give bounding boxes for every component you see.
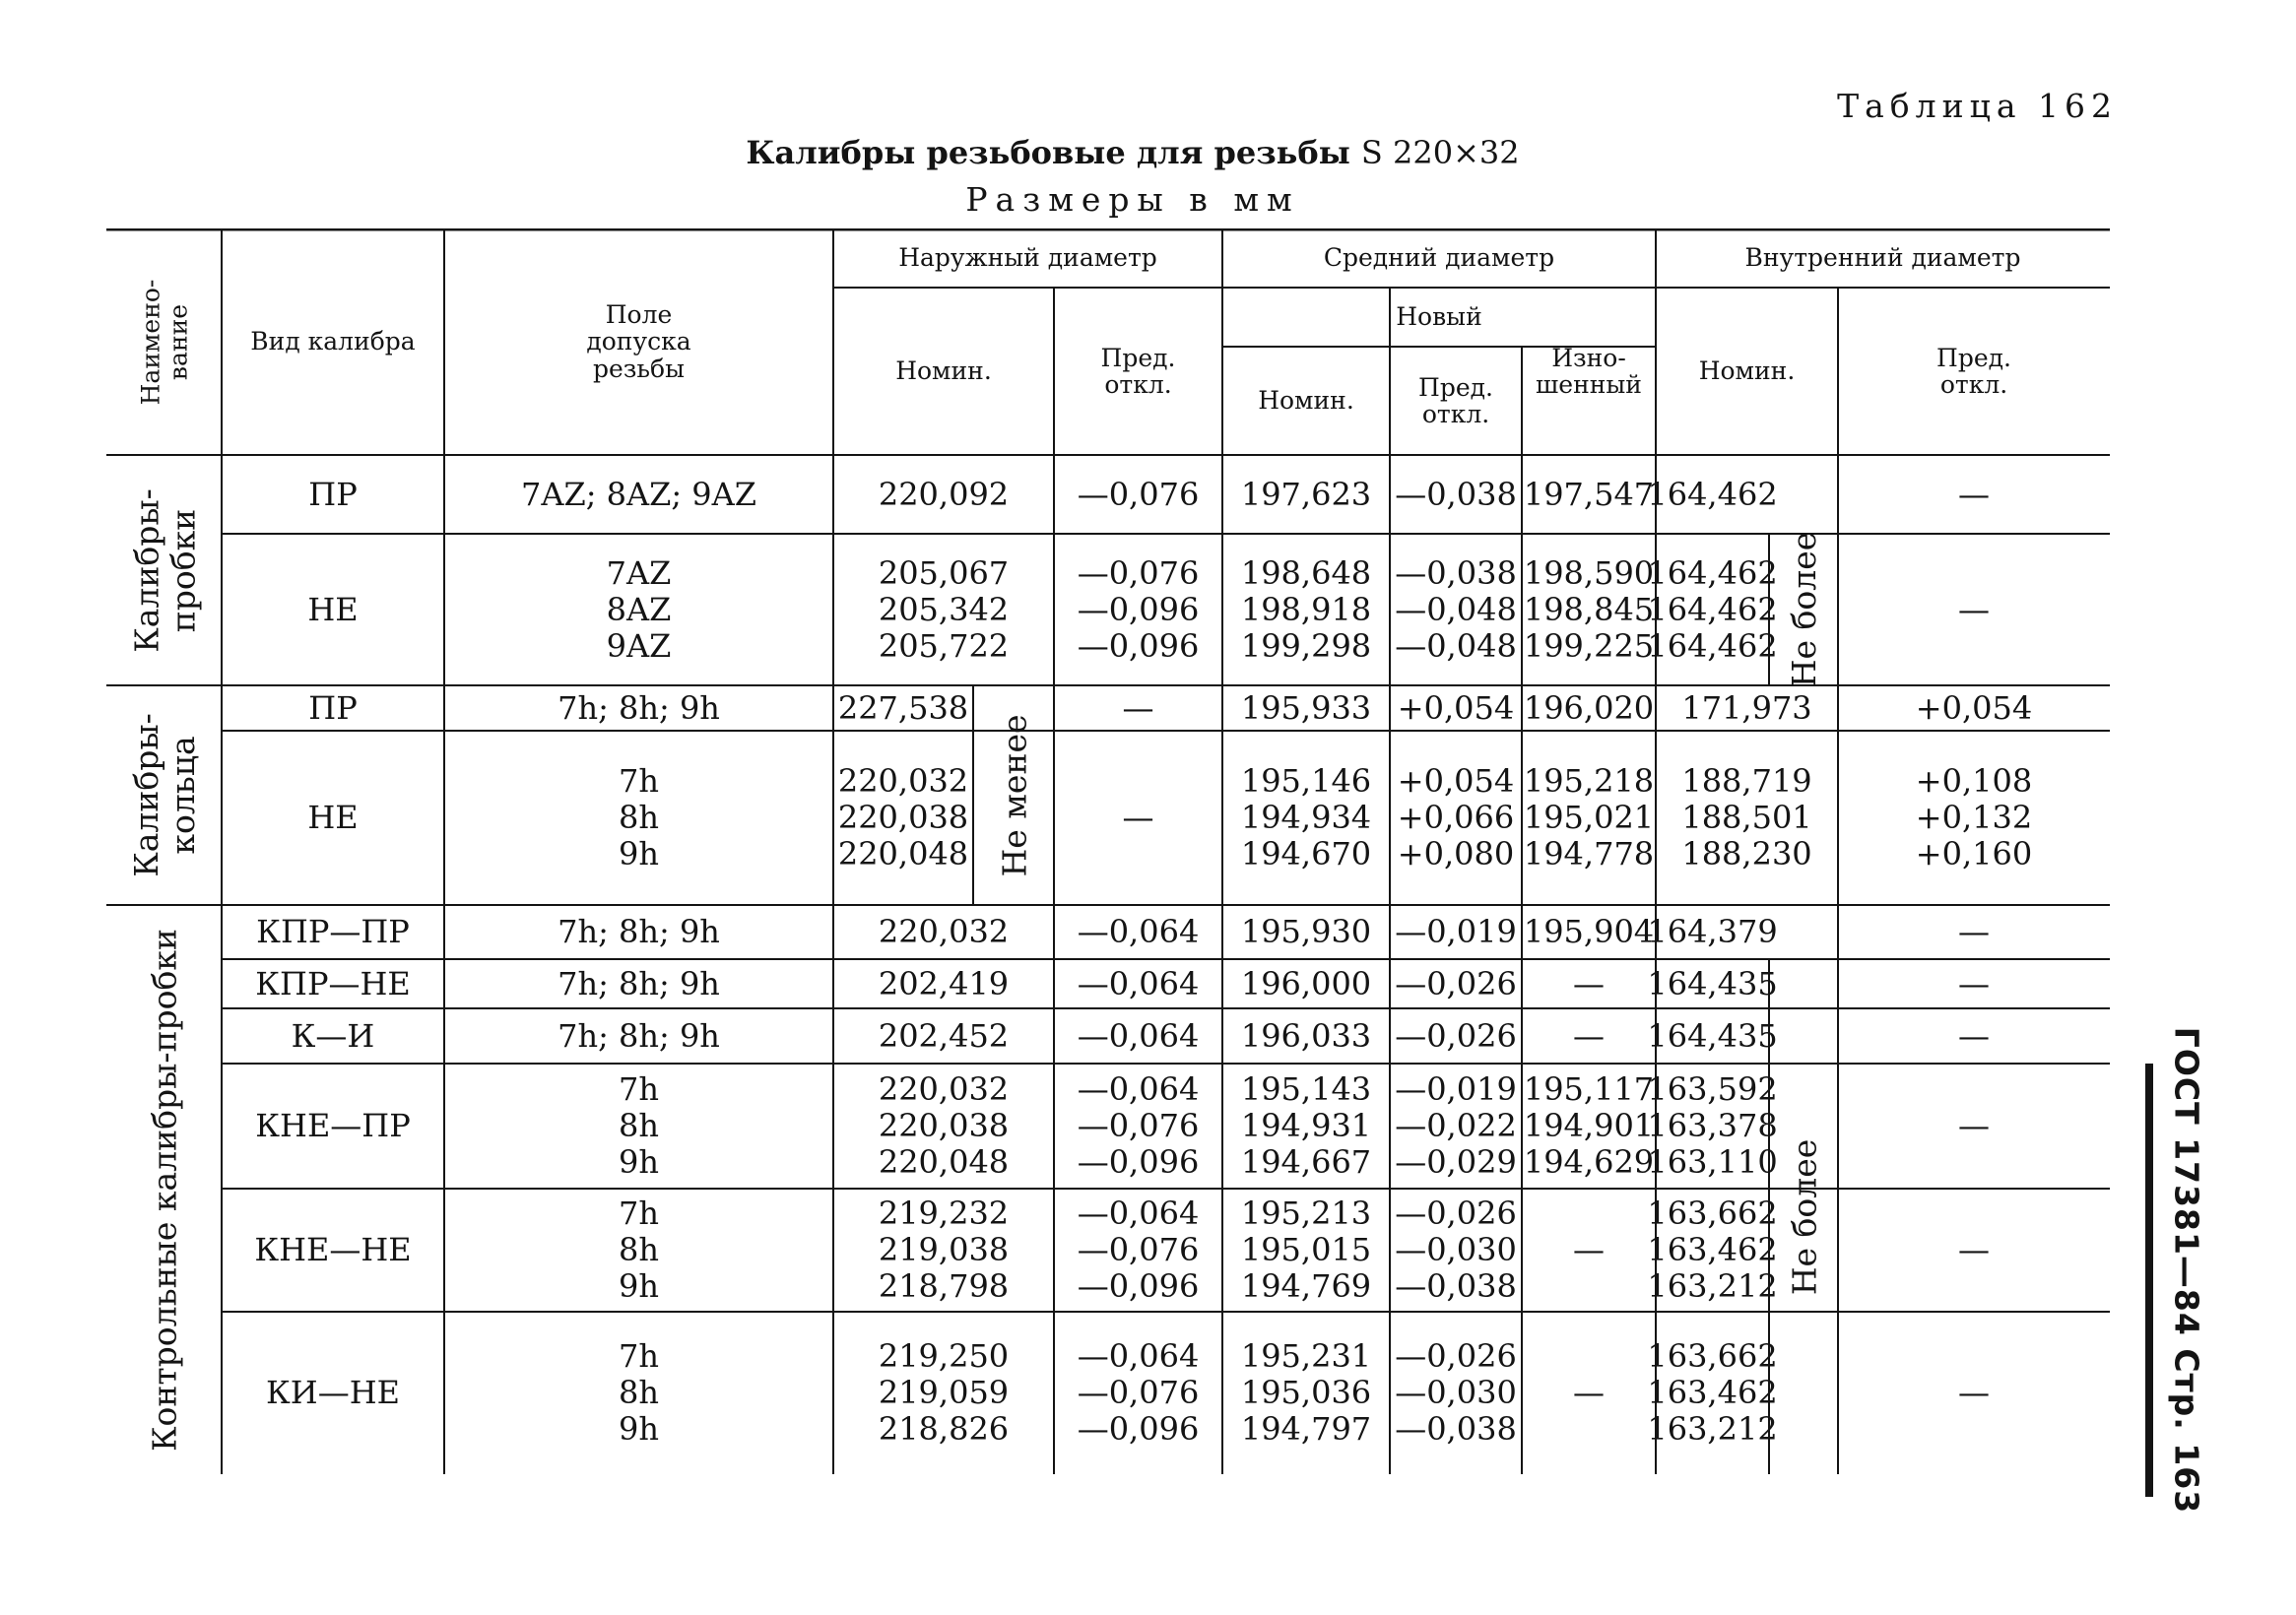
header-middle-deviation: Пред. откл. (1418, 372, 1493, 428)
group-rings: Калибры- кольца (126, 713, 202, 877)
cell-od-row-2: —0,076 —0,096 —0,096 (1077, 553, 1200, 665)
cell-on-row-6: 202,419 (878, 964, 1010, 1002)
cell-mn-row-6: 196,000 (1240, 964, 1372, 1002)
header-inner-deviation: Пред. откл. (1936, 343, 2011, 399)
cell-mn-row-7: 196,033 (1240, 1016, 1372, 1055)
cell-mw-row-7: — (1573, 1016, 1605, 1055)
side-caption-text: ГОСТ 17381—84 Стр. 163 (2167, 1026, 2206, 1515)
cell-id-row-3: +0,054 (1915, 688, 2033, 727)
cell-in-row-6: 164,435 (1647, 964, 1778, 1002)
cell-kind-row-5: КПР—ПР (256, 913, 410, 950)
header-middle-diameter: Средний диаметр (1323, 243, 1555, 273)
cell-mn-row-2: 198,648 198,918 199,298 (1240, 553, 1372, 665)
note-not-more-control: Не более (1784, 1138, 1823, 1295)
cell-md-row-6: —0,026 (1395, 964, 1517, 1002)
header-middle-nominal: Номин. (1258, 386, 1354, 416)
cell-md-row-5: —0,019 (1395, 913, 1517, 950)
table-subtitle: Размеры в мм (965, 180, 1300, 219)
cell-tol-row-10: 7h 8h 9h (619, 1337, 659, 1448)
gauge-table (106, 228, 2110, 1474)
cell-in-row-9: 163,662 163,462 163,212 (1647, 1195, 1778, 1305)
cell-mn-row-10: 195,231 195,036 194,797 (1240, 1337, 1372, 1448)
cell-md-row-1: —0,038 (1395, 475, 1517, 513)
cell-od-row-7: —0,064 (1077, 1016, 1200, 1055)
cell-in-row-7: 164,435 (1647, 1016, 1778, 1055)
table-label: Таблица 162 (1837, 87, 2118, 125)
note-not-more-plugs: Не более (1784, 531, 1823, 688)
cell-mw-row-2: 198,590 198,845 199,225 (1523, 553, 1655, 665)
cell-md-row-8: —0,019 —0,022 —0,029 (1395, 1070, 1517, 1181)
group-plugs: Калибры- пробки (126, 487, 202, 653)
cell-mn-row-3: 195,933 (1240, 688, 1372, 727)
header-outer-deviation: Пред. откл. (1100, 343, 1176, 399)
cell-kind-row-9: КНЕ—НЕ (254, 1231, 412, 1268)
cell-od-row-3: — (1122, 688, 1154, 727)
cell-tol-row-5: 7h; 8h; 9h (558, 913, 720, 950)
cell-on-row-10: 219,250 219,059 218,826 (878, 1337, 1010, 1448)
header-kind: Вид калибра (250, 327, 416, 356)
cell-id-row-4: +0,108 +0,132 +0,160 (1915, 762, 2033, 872)
cell-od-row-5: —0,064 (1077, 913, 1200, 950)
cell-mw-row-9: — (1573, 1231, 1605, 1268)
cell-mw-row-8: 195,117 194,901 194,629 (1523, 1070, 1655, 1181)
cell-mw-row-6: — (1573, 964, 1605, 1002)
cell-mn-row-4: 195,146 194,934 194,670 (1240, 762, 1372, 872)
cell-kind-row-8: КНЕ—ПР (255, 1107, 411, 1144)
cell-id-row-8: — (1958, 1107, 1990, 1144)
cell-tol-row-4: 7h 8h 9h (619, 762, 659, 872)
cell-od-row-8: —0,064 —0,076 —0,096 (1077, 1070, 1200, 1181)
cell-tol-row-7: 7h; 8h; 9h (558, 1016, 720, 1055)
cell-on-row-1: 220,092 (878, 475, 1010, 513)
cell-on-row-7: 202,452 (878, 1016, 1010, 1055)
cell-mw-row-5: 195,904 (1523, 913, 1655, 950)
title-thread: S 220×32 (1360, 134, 1520, 171)
cell-tol-row-9: 7h 8h 9h (619, 1195, 659, 1305)
cell-kind-row-1: ПР (308, 475, 358, 513)
cell-md-row-7: —0,026 (1395, 1016, 1517, 1055)
cell-id-row-6: — (1958, 964, 1990, 1002)
header-tolerance: Поле допуска резьбы (586, 299, 691, 383)
table-title (591, 134, 1674, 171)
header-inner-nominal: Номин. (1698, 356, 1796, 386)
cell-id-row-5: — (1958, 913, 1990, 950)
cell-kind-row-3: ПР (308, 688, 358, 727)
cell-id-row-9: — (1958, 1231, 1990, 1268)
header-outer-nominal: Номин. (895, 356, 992, 386)
note-not-less-rings: Не менее (994, 713, 1033, 877)
cell-od-row-10: —0,064 —0,076 —0,096 (1077, 1337, 1200, 1448)
header-name: Наимено- вание (136, 279, 192, 405)
cell-mw-row-3: 196,020 (1523, 688, 1655, 727)
cell-id-row-1: — (1958, 475, 1990, 513)
cell-id-row-7: — (1958, 1016, 1990, 1055)
cell-mw-row-10: — (1573, 1374, 1605, 1411)
cell-on-row-9: 219,232 219,038 218,798 (878, 1195, 1010, 1305)
cell-in-row-1: 164,462 (1647, 475, 1778, 513)
cell-id-row-2: — (1958, 590, 1990, 628)
cell-kind-row-6: КПР—НЕ (255, 964, 411, 1002)
cell-kind-row-7: К—И (291, 1016, 375, 1055)
cell-on-row-8: 220,032 220,038 220,048 (878, 1070, 1010, 1181)
cell-md-row-4: +0,054 +0,066 +0,080 (1397, 762, 1515, 872)
header-middle-worn: Изно- шенный (1536, 343, 1642, 399)
cell-md-row-9: —0,026 —0,030 —0,038 (1395, 1195, 1517, 1305)
side-caption (2128, 1026, 2246, 1515)
cell-id-row-10: — (1958, 1374, 1990, 1411)
cell-in-row-2: 164,462 164,462 164,462 (1647, 553, 1778, 665)
cell-in-row-8: 163,592 163,378 163,110 (1647, 1070, 1778, 1181)
cell-in-row-10: 163,662 163,462 163,212 (1647, 1337, 1778, 1448)
cell-mw-row-4: 195,218 195,021 194,778 (1523, 762, 1655, 872)
title-main: Калибры резьбовые для резьбы (746, 134, 1350, 171)
header-inner-diameter: Внутренний диаметр (1744, 243, 2021, 273)
cell-in-row-4: 188,719 188,501 188,230 (1681, 762, 1812, 872)
cell-od-row-9: —0,064 —0,076 —0,096 (1077, 1195, 1200, 1305)
cell-mw-row-1: 197,547 (1523, 475, 1655, 513)
cell-mn-row-5: 195,930 (1240, 913, 1372, 950)
cell-in-row-5: 164,379 (1647, 913, 1778, 950)
cell-tol-row-2: 7AZ 8AZ 9AZ (606, 553, 672, 665)
cell-kind-row-10: КИ—НЕ (266, 1374, 400, 1411)
cell-od-row-6: —0,064 (1077, 964, 1200, 1002)
cell-tol-row-8: 7h 8h 9h (619, 1070, 659, 1181)
cell-kind-row-4: НЕ (307, 799, 359, 836)
cell-md-row-3: +0,054 (1397, 688, 1515, 727)
cell-tol-row-6: 7h; 8h; 9h (558, 964, 720, 1002)
cell-kind-row-2: НЕ (307, 590, 359, 628)
cell-on-row-3: 227,538 (837, 688, 969, 727)
cell-mn-row-8: 195,143 194,931 194,667 (1240, 1070, 1372, 1181)
cell-od-row-1: —0,076 (1077, 475, 1200, 513)
cell-md-row-2: —0,038 —0,048 —0,048 (1395, 553, 1517, 665)
cell-mn-row-1: 197,623 (1240, 475, 1372, 513)
cell-in-row-3: 171,973 (1681, 688, 1812, 727)
cell-mn-row-9: 195,213 195,015 194,769 (1240, 1195, 1372, 1305)
cell-on-row-2: 205,067 205,342 205,722 (878, 553, 1010, 665)
cell-od-row-4: — (1122, 799, 1154, 836)
cell-tol-row-1: 7AZ; 8AZ; 9AZ (520, 475, 756, 513)
header-middle-new: Новый (1396, 302, 1482, 332)
cell-tol-row-3: 7h; 8h; 9h (558, 688, 720, 727)
header-outer-diameter: Наружный диаметр (898, 243, 1157, 273)
cell-on-row-4: 220,032 220,038 220,048 (837, 762, 969, 872)
cell-on-row-5: 220,032 (878, 913, 1010, 950)
group-control-plugs: Контрольные калибры-пробки (145, 928, 183, 1452)
cell-md-row-10: —0,026 —0,030 —0,038 (1395, 1337, 1517, 1448)
